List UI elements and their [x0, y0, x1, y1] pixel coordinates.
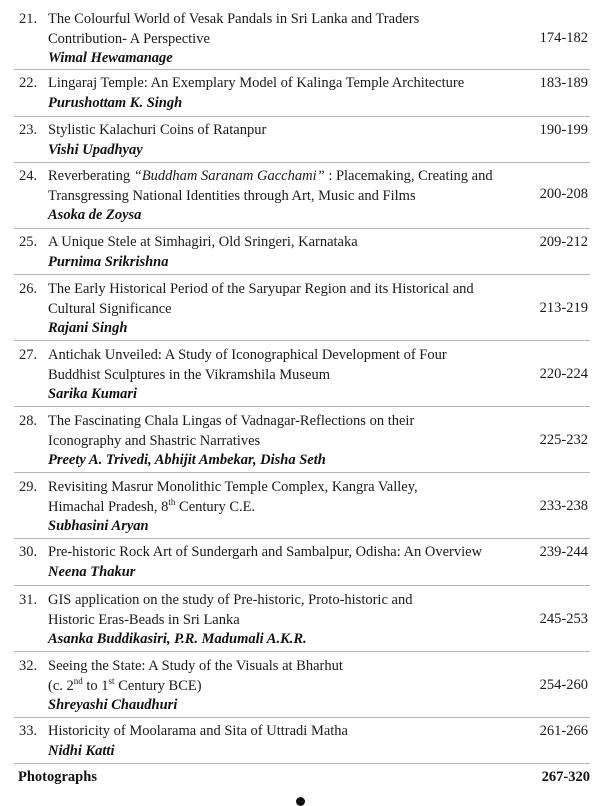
entry-author: Wimal Hewamanage	[48, 50, 173, 66]
entry-number: 27.	[19, 347, 38, 363]
entry-number: 30.	[19, 544, 38, 560]
entry-title	[48, 233, 526, 272]
title-line: Lingaraj Temple: An Exemplary Model of Kalinga Temple Architecture	[48, 75, 465, 91]
entry-author: Preety A. Trivedi, Abhijit Ambekar, Disha Seth	[48, 452, 326, 468]
entry-title	[48, 543, 526, 582]
entry-author: Asanka Buddikasiri, P.R. Madumali A.K.R.	[48, 631, 307, 647]
entry-pages: 254-260	[539, 677, 588, 693]
entry-title	[48, 657, 526, 716]
entry-author: Subhasini Aryan	[48, 518, 149, 534]
entry-number: 25.	[19, 234, 38, 250]
entry-pages: 190-199	[539, 122, 588, 138]
entry-number: 24.	[19, 168, 38, 184]
entry-number: 21.	[19, 11, 38, 27]
photographs-pages: 267-320	[541, 769, 590, 785]
title-line: Iconography and Shastric Narratives	[48, 432, 261, 449]
entry-title	[48, 591, 526, 650]
entry-title	[48, 346, 526, 405]
divider	[14, 763, 590, 764]
title-line: The Early Historical Period of the Saryupar Region and its Historical and	[48, 281, 474, 297]
entry-author: Vishi Upadhyay	[48, 141, 143, 158]
entry-author: Shreyashi Chaudhuri	[48, 697, 178, 713]
divider	[14, 717, 590, 718]
divider	[14, 340, 590, 341]
entry-author: Purnima Srikrishna	[48, 253, 169, 270]
entry-title	[48, 280, 526, 339]
entry-number: 33.	[19, 723, 38, 739]
entry-pages: 261-266	[539, 723, 588, 739]
entry-author: Sarika Kumari	[48, 386, 138, 402]
title-line: Transgressing National Identities through Art, Music and Films	[48, 187, 416, 204]
title-suffix: : Placemaking, Creating and	[324, 168, 493, 184]
entry-pages: 220-224	[539, 366, 588, 382]
title-line: Buddhist Sculptures in the Vikramshila Museum	[48, 366, 330, 383]
divider	[14, 228, 590, 229]
title-line: Stylistic Kalachuri Coins of Ratanpur	[48, 122, 267, 138]
entry-number: 26.	[19, 281, 38, 297]
title-line: Cultural Significance	[48, 300, 172, 317]
title-line	[48, 167, 526, 187]
entry-title	[48, 722, 526, 761]
superscript: st	[108, 675, 115, 686]
entry-number: 32.	[19, 658, 38, 674]
entry-number: 31.	[19, 592, 38, 608]
title-text: Century C.E.	[175, 498, 256, 515]
entry-number: 29.	[19, 479, 38, 495]
title-line: GIS application on the study of Pre-historic, Proto-historic and	[48, 592, 413, 608]
divider	[14, 538, 590, 539]
title-text: Century BCE)	[114, 677, 202, 694]
photographs-label: Photographs	[18, 769, 97, 785]
entry-author: Neena Thakur	[48, 563, 136, 580]
divider	[14, 162, 590, 163]
title-line: Pre-historic Rock Art of Sundergarh and Sambalpur, Odisha: An Overview	[48, 544, 483, 560]
entry-title	[48, 121, 526, 160]
title-line: The Colourful World of Vesak Pandals in Sri Lanka and Traders	[48, 11, 420, 27]
divider	[14, 472, 590, 473]
divider	[14, 116, 590, 117]
entry-pages: 200-208	[539, 186, 588, 202]
entry-pages: 209-212	[539, 234, 588, 250]
entry-pages: 213-219	[539, 300, 588, 316]
entry-pages: 183-189	[539, 75, 588, 91]
title-line: The Fascinating Chala Lingas of Vadnagar-Reflections on their	[48, 413, 415, 429]
entry-pages: 245-253	[539, 611, 588, 627]
title-prefix: Reverberating	[48, 168, 134, 184]
entry-author: Nidhi Katti	[48, 742, 115, 759]
entry-pages: 174-182	[539, 30, 588, 46]
divider	[14, 69, 590, 70]
title-line: A Unique Stele at Simhagiri, Old Sringeri, Karnataka	[48, 234, 358, 250]
entry-title	[48, 74, 526, 113]
entry-title	[48, 167, 526, 226]
divider	[14, 406, 590, 407]
title-line: Historicity of Moolarama and Sita of Uttradi Matha	[48, 723, 348, 739]
entry-pages: 239-244	[539, 544, 588, 560]
title-line	[48, 498, 526, 518]
title-line: Contribution- A Perspective	[48, 30, 210, 47]
superscript: nd	[73, 675, 83, 686]
superscript: th	[168, 496, 176, 507]
title-italic: “Buddham Saranam Gacchami”	[133, 168, 325, 184]
entry-title	[48, 478, 526, 537]
entry-author: Asoka de Zoysa	[48, 207, 142, 223]
divider	[14, 585, 590, 586]
entry-title	[48, 10, 526, 69]
entry-pages: 233-238	[539, 498, 588, 514]
title-text: Himachal Pradesh, 8	[48, 498, 169, 515]
entry-pages: 225-232	[539, 432, 588, 448]
entry-number: 28.	[19, 413, 38, 429]
divider	[14, 651, 590, 652]
entry-author: Purushottam K. Singh	[48, 94, 183, 111]
page-bullet	[296, 797, 305, 806]
title-line: Historic Eras-Beads in Sri Lanka	[48, 611, 240, 628]
title-line	[48, 677, 526, 697]
entry-number: 23.	[19, 122, 38, 138]
title-text: (c. 2	[48, 677, 74, 694]
title-line: Antichak Unveiled: A Study of Iconographical Development of Four	[48, 347, 447, 363]
entry-author: Rajani Singh	[48, 320, 128, 336]
title-line: Revisiting Masrur Monolithic Temple Complex, Kangra Valley,	[48, 479, 418, 495]
title-text: to 1	[82, 677, 109, 694]
entry-number: 22.	[19, 75, 38, 91]
divider	[14, 274, 590, 275]
entry-title	[48, 412, 526, 471]
title-line: Seeing the State: A Study of the Visuals at Bharhut	[48, 658, 343, 674]
